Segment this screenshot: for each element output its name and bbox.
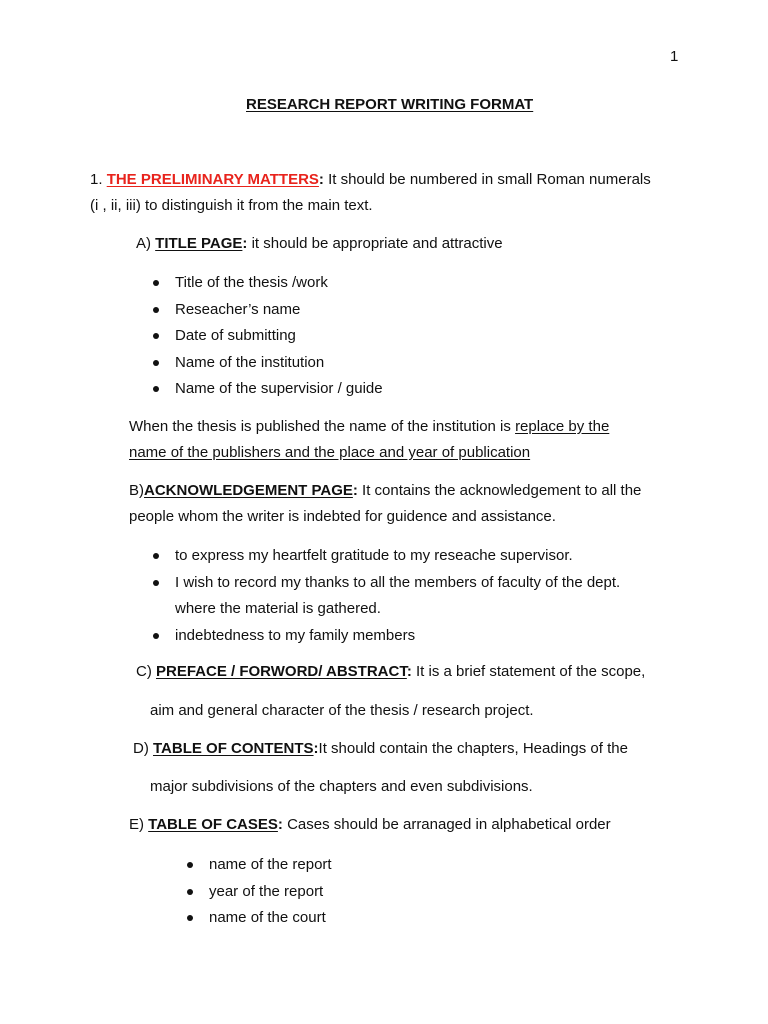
note-plain: When the thesis is published the name of the institution is [129,418,516,435]
list-item: to express my heartfelt gratitude to my reseache supervisor. [153,543,620,570]
list-item: name of the court [187,905,332,932]
section-1-text-2: (i , ii, iii) to distinguish it from the main text. [90,197,373,214]
subsection-e-letter: E) [129,816,144,833]
list-item: Name of the supervisior / guide [153,376,383,403]
title-page-note-line-1 [129,414,609,440]
subsection-d-letter: D) [133,740,149,757]
subsection-e-heading: TABLE OF CASES [148,816,278,833]
subsection-d-text-2: major subdivisions of the chapters and even subdivisions. [150,778,533,795]
subsection-c-text-2: aim and general character of the thesis / research project. [150,702,534,719]
list-item: indebtedness to my family members [153,623,620,650]
list-item [153,570,620,623]
section-1-line-1 [90,167,651,193]
subsection-c-heading: PREFACE / FORWORD/ ABSTRACT [156,663,407,680]
subsection-e-text: Cases should be arranaged in alphabetical order [282,816,611,833]
section-1-colon: : [318,171,324,188]
list-item: name of the report [187,852,332,879]
page-title: RESEARCH REPORT WRITING FORMAT [246,96,534,113]
subsection-e-line [129,812,611,838]
subsection-d-line-1 [133,736,628,762]
subsection-a-text: it should be appropriate and attractive [247,235,503,252]
subsection-d-text-1: It should contain the chapters, Headings of the [318,740,628,757]
list-item: Title of the thesis /work [153,270,383,297]
title-page-list [153,270,383,403]
page-number: 1 [670,48,679,65]
list-item: Name of the institution [153,350,383,377]
subsection-c-text-1: It is a brief statement of the scope, [411,663,646,680]
subsection-a-letter: A) [136,235,151,252]
subsection-b-letter: B) [129,482,144,499]
subsection-b-colon: : [352,482,358,499]
list-item: Reseacher’s name [153,297,383,324]
cases-list [187,852,332,932]
subsection-c-letter: C) [136,663,152,680]
list-item-text: I wish to record my thanks to all the members of faculty of the dept. [175,573,621,591]
list-item: year of the report [187,879,332,906]
acknowledgement-list [153,543,620,649]
subsection-a-colon: : [242,235,248,252]
list-item: Date of submitting [153,323,383,350]
title-page-note-line-2: name of the publishers and the place and year of publication [129,444,531,461]
subsection-c-colon: : [406,663,412,680]
subsection-e-colon: : [277,816,283,833]
subsection-a-line [136,231,503,257]
subsection-c-line-1 [136,659,645,685]
section-1-number: 1. [90,171,103,188]
subsection-b-text-2: people whom the writer is indebted for guidence and assistance. [129,508,556,525]
subsection-b-text-1: It contains the acknowledgement to all the [357,482,642,499]
subsection-a-heading: TITLE PAGE [155,235,243,252]
note-underline-1: replace by the [515,418,610,435]
section-1-text-1: It should be numbered in small Roman numerals [323,171,651,188]
subsection-d-colon: : [313,740,319,757]
list-item-continuation: where the material is gathered. [175,600,381,617]
subsection-b-line-1 [129,478,641,504]
section-1-heading: THE PRELIMINARY MATTERS [106,171,319,188]
subsection-d-heading: TABLE OF CONTENTS [153,740,314,757]
subsection-b-heading: ACKNOWLEDGEMENT PAGE [144,482,353,499]
